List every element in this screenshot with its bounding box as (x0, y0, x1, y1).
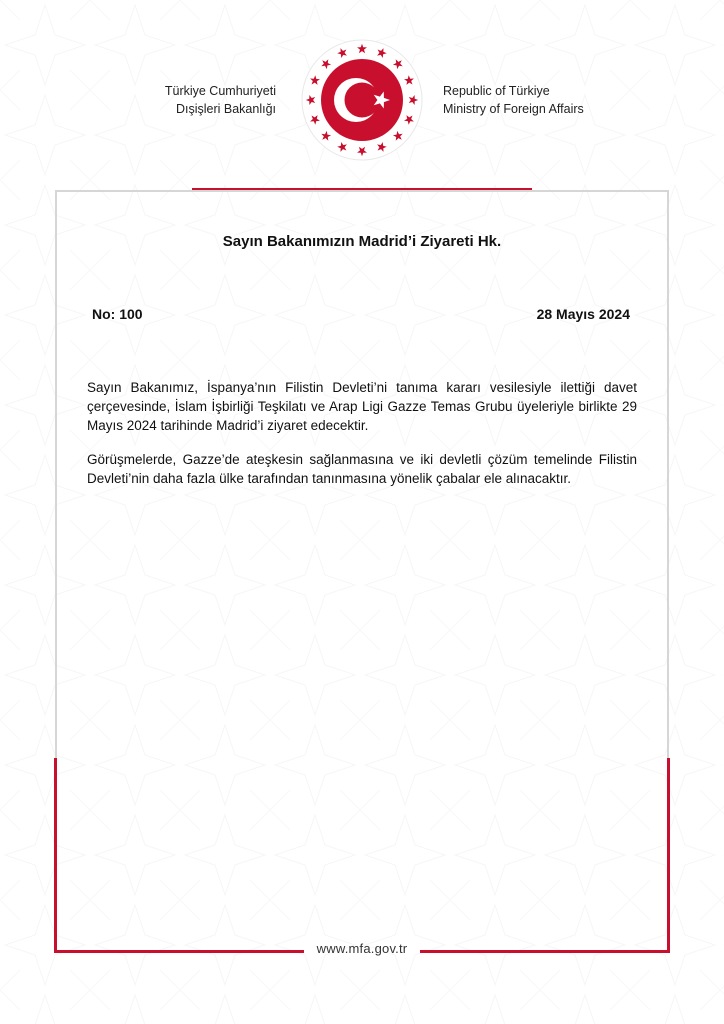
paragraph-1: Sayın Bakanımız, İspanya’nın Filistin Devleti’ni tanıma kararı vesilesiyle ilettiği davet çerçevesinde, İslam İşbirliği Teşkilatı ve Arap Ligi Gazze Temas Grubu üyeleriyle birlikte 29 Mayıs 2024 tarihinde Madrid’i ziyaret edecektir. (87, 380, 637, 433)
frame-left (55, 190, 57, 758)
frame-right (667, 190, 669, 758)
ministry-country-en: Republic of Türkiye (443, 84, 550, 98)
footer-website-link[interactable]: www.mfa.gov.tr (316, 941, 408, 956)
ministry-name-en: Ministry of Foreign Affairs (443, 102, 584, 116)
frame-left-red (54, 758, 57, 953)
frame-right-red (667, 758, 670, 953)
ministry-country-tr: Türkiye Cumhuriyeti (164, 84, 276, 98)
document-date: 28 Mayıs 2024 (536, 306, 630, 322)
document-title: Sayın Bakanımızın Madrid’i Ziyareti Hk. (222, 233, 502, 250)
header-right-text (443, 82, 613, 118)
header-left-text (150, 82, 276, 118)
document-number: No: 100 (92, 306, 143, 322)
paragraph-2: Görüşmelerde, Gazze’de ateşkesin sağlanmasına ve iki devletli çözüm temelinde Filistin Devleti’nin daha fazla ülke tarafından tanınmasına yönelik çabalar ele alınacaktır. (87, 452, 637, 486)
ministry-name-tr: Dışişleri Bakanlığı (175, 102, 276, 116)
frame-top (55, 190, 669, 192)
turkish-mfa-emblem-icon (300, 38, 424, 162)
